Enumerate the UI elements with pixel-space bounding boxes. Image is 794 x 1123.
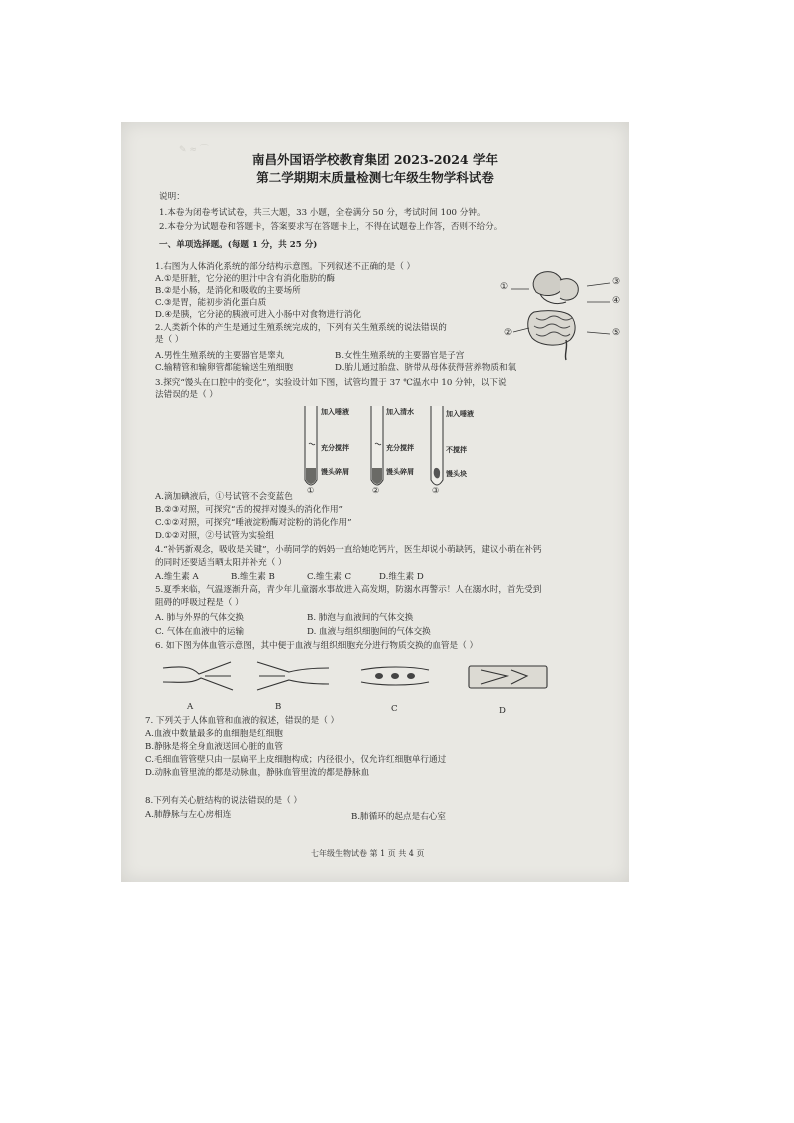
q1-stem: 1.右图为人体消化系统的部分结构示意图。下列叙述不正确的是（ ）	[155, 262, 416, 272]
q3-option-b: B.②③对照，可探究“舌的搅拌对馒头的消化作用”	[155, 505, 343, 515]
q4-option-c: C.维生素 C	[307, 572, 352, 582]
q2-option-c: C.输精管和输卵管都能输送生殖细胞	[155, 363, 293, 373]
q5-stem-line1: 5.夏季来临，气温逐渐升高，青少年儿童溺水事故进入高发期，防溺水再警示！人在溺水时，首先受到	[155, 585, 542, 595]
q3-stem-line2: 法错误的是（ ）	[155, 390, 218, 400]
q8-option-a: A.肺静脉与左心房相连	[145, 810, 232, 820]
q5-option-d: D. 血液与组织细胞间的气体交换	[307, 627, 431, 637]
section-heading: 一、单项选择题。(每题 1 分，共 25 分)	[159, 240, 318, 250]
q4-stem-line2: 的同时还要适当晒太阳并补充（ ）	[155, 558, 287, 568]
tube3-bottom-label: 馒头块	[446, 469, 467, 478]
page-footer: 七年级生物试卷 第 1 页 共 4 页	[311, 849, 425, 858]
vessel-a-shape	[163, 662, 233, 690]
q7-stem: 7. 下列关于人体血管和血液的叙述，错误的是（ ）	[145, 716, 340, 726]
tube2-bottom-label: 馒头碎屑	[386, 467, 414, 476]
q4-option-d: D.维生素 D	[379, 572, 424, 582]
notes-line2: 2.本卷分为试题卷和答题卡，答案要求写在答题卡上，不得在试题卷上作答，否则不给分。	[159, 222, 503, 232]
q3-stem-line1: 3.探究“馒头在口腔中的变化”，实验设计如下图，试管均置于 37 ℃温水中 10 分钟，以下说	[155, 378, 507, 388]
q5-option-c: C. 气体在血液中的运输	[155, 627, 245, 637]
vessel-b-shape	[257, 662, 329, 690]
q1-label-1: ①	[500, 282, 509, 292]
vessel-a-label: A	[187, 702, 194, 712]
notes-line1: 1.本卷为闭卷考试试卷，共三大题，33 小题，全卷满分 50 分，考试时间 100 分钟。	[159, 208, 486, 218]
exam-paper-photo	[121, 122, 629, 882]
show-through-text: ✎ ≈ ⌒	[179, 145, 209, 155]
q1-label-2: ②	[504, 328, 513, 338]
tube2-mid-label: 充分搅拌	[386, 443, 414, 452]
q7-option-d: D.动脉血管里流的都是动脉血，静脉血管里流的都是静脉血	[145, 768, 370, 778]
q4-option-b: B.维生素 B	[231, 572, 275, 582]
q7-option-c: C.毛细血管管壁只由一层扁平上皮细胞构成；内径很小，仅允许红细胞单行通过	[145, 755, 447, 765]
q4-stem-line1: 4.“补钙新观念，吸收是关键”，小萌同学的妈妈一直给她吃钙片，医生却说小萌缺钙，建议小萌在补钙	[155, 545, 542, 555]
tube1-number: ①	[307, 486, 315, 495]
q3-option-a: A.滴加碘液后，①号试管不会变蓝色	[155, 492, 293, 502]
notes-heading: 说明：	[159, 192, 185, 202]
q7-option-b: B.静脉是将全身血液送回心脏的血管	[145, 742, 283, 752]
tube3-top-label: 加入唾液	[446, 409, 474, 418]
q2-option-a: A.男性生殖系统的主要器官是睾丸	[155, 351, 285, 361]
blood-vessel-diagram	[161, 656, 551, 700]
q1-option-b: B.②是小肠，是消化和吸收的主要场所	[155, 286, 301, 296]
tube2-top-label: 加入清水	[386, 407, 414, 416]
q1-option-c: C.③是胃，能初步消化蛋白质	[155, 298, 267, 308]
q3-option-d: D.①②对照，②号试管为实验组	[155, 531, 275, 541]
vessel-c-shape	[361, 667, 429, 685]
tube1-bottom-label: 馒头碎屑	[321, 467, 349, 476]
q5-option-a: A. 肺与外界的气体交换	[155, 613, 245, 623]
tube1-mid-label: 充分搅拌	[321, 443, 349, 452]
q2-option-d: D.胎儿通过胎盘、脐带从母体获得营养物质和氧	[335, 363, 517, 373]
q8-option-b: B.肺循环的起点是右心室	[351, 812, 446, 822]
q8-stem: 8.下列有关心脏结构的说法错误的是（ ）	[145, 796, 303, 806]
q1-leader-lines	[509, 282, 614, 342]
vessel-b-label: B	[275, 702, 282, 712]
vessel-c-label: C	[391, 704, 398, 714]
q5-option-b: B. 肺泡与血液间的气体交换	[307, 613, 414, 623]
q1-label-4: ④	[612, 296, 621, 306]
tube1-top-label: 加入唾液	[321, 407, 349, 416]
tube3-number: ③	[432, 486, 440, 495]
vessel-d-shape	[469, 666, 547, 688]
q6-stem: 6. 如下图为体血管示意图，其中便于血液与组织细胞充分进行物质交换的血管是（ ）	[155, 641, 479, 651]
vessel-d-label: D	[499, 706, 506, 716]
exam-title-line1: 南昌外国语学校教育集团 2023-2024 学年	[252, 152, 498, 167]
tube3-mid-label: 不搅拌	[446, 445, 467, 454]
q4-option-a: A.维生素 A	[155, 572, 199, 582]
q2-option-b: B.女性生殖系统的主要器官是子宫	[335, 351, 465, 361]
exam-title-line2: 第二学期期末质量检测七年级生物学科试卷	[256, 170, 494, 185]
q1-label-3: ③	[612, 277, 621, 287]
q5-stem-line2: 阻碍的呼吸过程是（ ）	[155, 598, 244, 608]
q2-stem-line2: 是（ ）	[155, 335, 184, 345]
q2-stem-line1: 2.人类新个体的产生是通过生殖系统完成的，下列有关生殖系统的说法错误的	[155, 323, 447, 333]
q1-option-a: A.①是肝脏，它分泌的胆汁中含有消化脂肪的酶	[155, 274, 335, 284]
tube2-number: ②	[372, 486, 380, 495]
q1-label-5: ⑤	[612, 328, 621, 338]
q7-option-a: A.血液中数量最多的血细胞是红细胞	[145, 729, 283, 739]
q3-option-c: C.①②对照，可探究“唾液淀粉酶对淀粉的消化作用”	[155, 518, 352, 528]
q1-option-d: D.④是胰，它分泌的胰液可进入小肠中对食物进行消化	[155, 310, 362, 320]
